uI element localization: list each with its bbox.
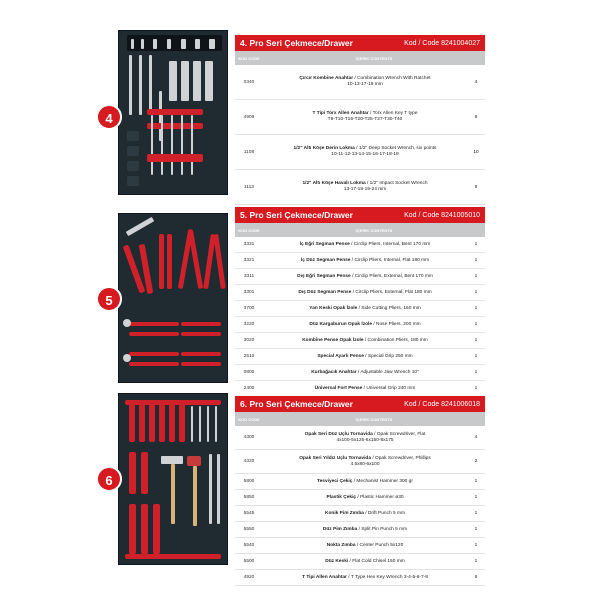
drawer-table-4 [235, 35, 485, 205]
row-desc-en: / Torx Allen Key T type [368, 111, 418, 116]
row-qty: 8 [474, 114, 478, 120]
row-desc-extra: 13-17-18-19-24 mm [343, 187, 387, 192]
row-qty: 6 [474, 575, 478, 580]
row-qty: 5 [474, 184, 478, 190]
table-row [235, 237, 485, 253]
row-desc [263, 306, 467, 312]
row-desc-tr: Kombine Pense Opak İzole [302, 337, 364, 343]
row-desc-tr: İç Eğri Segman Pense [299, 241, 350, 247]
row-qty: 1 [474, 527, 478, 532]
row-desc [263, 322, 467, 328]
table-row [235, 490, 485, 506]
drawer-badge-5: 5 [96, 286, 122, 312]
row-desc-en: / Opak Screwdriver, Phillips [371, 455, 431, 461]
row-qty: 1 [474, 258, 478, 263]
row-desc-en: / Center Punch 5x120 [355, 542, 404, 548]
row-code: 5800 [243, 479, 255, 484]
row-desc [263, 559, 467, 565]
row-code: 4300 [243, 435, 255, 440]
row-code: 3331 [243, 242, 255, 247]
row-desc-extra: 10-13-17-19 mm [347, 82, 383, 87]
row-qty: 2 [474, 459, 478, 464]
row-desc [263, 76, 467, 88]
table-row [235, 269, 485, 285]
row-desc [263, 370, 467, 376]
table-row [235, 426, 485, 450]
row-code: 5550 [243, 527, 255, 532]
row-desc [263, 495, 467, 501]
drawer-photo-4 [118, 30, 228, 195]
table-row [235, 554, 485, 570]
drawer-title: 4. Pro Seri Çekmece/Drawer [240, 38, 353, 48]
row-desc [263, 432, 467, 444]
table-row [235, 135, 485, 170]
row-desc [263, 543, 467, 549]
drawer-code: Kod / Code 8241004027 [404, 39, 480, 47]
drawer-title: 5. Pro Seri Çekmece/Drawer [240, 210, 353, 220]
drawer-code: Kod / Code 8241006018 [404, 400, 480, 408]
table-row [235, 349, 485, 365]
row-desc-tr: T Tipi Allen Anahtar [302, 574, 347, 580]
row-desc [263, 181, 467, 193]
row-qty: 10 [473, 149, 479, 155]
row-qty: 1 [474, 242, 478, 247]
row-desc-tr: Kurbağacık Anahtar [311, 369, 357, 375]
drawer-photo-5 [118, 213, 228, 383]
row-desc-en: / Plastic Hammer ø30 [356, 494, 404, 500]
row-desc [263, 354, 467, 360]
row-qty: 1 [474, 559, 478, 564]
row-desc-tr: Düz Pim Zımba [322, 526, 358, 532]
row-code: 0340 [243, 79, 255, 85]
drawer-table-6 [235, 396, 485, 586]
row-desc-en: / 1/2" Deep Socket Wrench, six points [354, 146, 437, 151]
row-qty: 1 [474, 322, 478, 327]
row-desc-en: / Circlip Pliers, Internal, Bent 170 mm [349, 241, 431, 247]
row-qty: 1 [474, 479, 478, 484]
row-code: 5540 [243, 543, 255, 548]
row-qty: 1 [474, 370, 478, 375]
row-code: 3301 [243, 290, 255, 295]
row-desc-en: / Adjustable Jaw Wrench 10" [356, 369, 419, 375]
row-desc [263, 338, 467, 344]
row-qty: 1 [474, 386, 478, 391]
col-desc-header: İÇERİK CONTENTS [355, 55, 393, 61]
drawer-title: 6. Pro Seri Çekmece/Drawer [240, 399, 353, 409]
row-code: 0800 [243, 370, 255, 375]
row-code: 1113 [244, 184, 254, 190]
row-code: 2400 [243, 386, 255, 391]
row-desc-tr: Düz Kargaburun Opak İzole [309, 321, 373, 327]
row-desc-en: / T Type Hex Key Wrench [346, 574, 403, 580]
row-desc-en: / Flat Cold Chisel 150 mm [348, 558, 405, 564]
row-qty: 1 [474, 511, 478, 516]
col-code-header: KOD CODE [238, 416, 260, 422]
row-desc [263, 242, 467, 248]
row-code: 3321 [243, 258, 255, 263]
table-row [235, 381, 485, 397]
row-code: 3700 [243, 306, 255, 311]
row-code: 3020 [243, 338, 255, 343]
row-qty: 1 [474, 543, 478, 548]
row-desc [263, 290, 467, 296]
row-desc [263, 456, 467, 468]
row-desc-extra: 10-11-12-13-14-15-16-17-18-19 [331, 152, 399, 157]
drawer-header-5 [235, 207, 485, 223]
row-desc-tr: T Tipi Torx Allen Anahtar [312, 111, 369, 116]
row-code: 5545 [243, 511, 255, 516]
table-row [235, 170, 485, 205]
drawer-header-6 [235, 396, 485, 412]
row-desc-en: / Drift Punch 5 mm [363, 510, 405, 516]
row-desc [263, 111, 467, 123]
row-desc [263, 527, 467, 533]
row-qty: 1 [474, 338, 478, 343]
table-row [235, 365, 485, 381]
row-code: 3220 [243, 322, 255, 327]
row-desc [263, 146, 467, 158]
row-desc-tr: Plastik Çekiç [326, 494, 357, 500]
col-desc-header: İÇERİK CONTENTS [355, 416, 393, 422]
column-header [235, 412, 485, 426]
col-desc-header: İÇERİK CONTENTS [355, 227, 393, 233]
row-desc-en: / Nose Pliers, 200 mm [372, 321, 421, 327]
row-desc-tr: Tesviyeci Çekiç [317, 478, 353, 484]
row-desc-en: / Circlip Pliers, External, Bent 170 mm [350, 273, 433, 279]
row-desc-tr: Üniversal Fort Pense [314, 385, 363, 391]
table-row [235, 570, 485, 586]
row-desc-tr: 1/2" Altı Köşe Derin Lokma [293, 146, 355, 151]
row-desc [263, 258, 467, 264]
row-desc-tr: Dış Eğri Segman Pense [297, 273, 351, 279]
row-desc-extra: T9-T10-T15-T20-T25-T27-T30-T40 [327, 117, 403, 122]
table-row [235, 285, 485, 301]
row-desc-en: / Circlip Pliers, Internal, Flat 180 mm [350, 257, 430, 263]
row-qty: 1 [474, 306, 478, 311]
row-desc-en: / Combination Pliers, 180 mm [363, 337, 428, 343]
row-code: 4920 [243, 575, 255, 580]
row-desc [263, 511, 467, 517]
row-desc-tr: 1/2" Altı Köşe Havalı Lokma [302, 181, 366, 186]
table-row [235, 301, 485, 317]
row-qty: 1 [474, 274, 478, 279]
row-desc-tr: Nokta Zımba [326, 542, 356, 548]
drawer-code: Kod / Code 8241005010 [404, 211, 480, 219]
table-row [235, 474, 485, 490]
drawer-header-4 [235, 35, 485, 51]
row-desc-en: / Universal Grip 240 mm [362, 385, 416, 391]
table-row [235, 333, 485, 349]
row-desc-en: / Mechanist Hammer 300 gr [352, 478, 413, 484]
table-row [235, 317, 485, 333]
row-code: 4909 [243, 114, 255, 120]
drawer-photo-6 [118, 393, 228, 565]
row-code: 2510 [243, 354, 255, 359]
row-desc-tr: İç Düz Segman Pense [300, 257, 351, 263]
row-desc [263, 479, 467, 485]
row-desc-en: / Side Cutting Pliers, 160 mm [357, 305, 421, 311]
row-qty: 4 [474, 79, 478, 85]
row-desc-tr: Düz Keski [325, 558, 349, 564]
row-qty: 1 [474, 354, 478, 359]
row-desc-tr: Opak Seri Yıldız Uçlu Tornavida [299, 455, 372, 461]
drawer-table-5 [235, 207, 485, 397]
col-code-header: KOD CODE [238, 227, 260, 233]
row-desc-extra: 4x100-5x125-6x150-8x175 [336, 437, 394, 443]
row-desc-tr: Konik Pim Zımba [325, 510, 364, 516]
row-desc [263, 274, 467, 280]
row-desc-extra: 3-4-5-6-7-8 [403, 574, 428, 580]
row-desc-tr: Yan Keski Opak İzole [309, 305, 358, 311]
row-desc-en: / Circlip Pliers, External, Flat 180 mm [351, 289, 432, 295]
table-row [235, 100, 485, 135]
row-desc-tr: Opak Seri Düz Uçlu Tornavida [304, 431, 373, 437]
table-row [235, 450, 485, 474]
row-code: 1108 [243, 149, 255, 155]
row-code: 3311 [243, 274, 255, 279]
row-code: 5500 [243, 559, 255, 564]
table-row [235, 65, 485, 100]
row-desc-en: / Combination Wrench With Ratchet [353, 76, 431, 81]
row-desc-tr: Çırcır Kombine Anahtar [299, 76, 354, 81]
column-header [235, 51, 485, 65]
row-code: 5850 [243, 495, 255, 500]
drawer-badge-6: 6 [96, 466, 122, 492]
col-code-header: KOD CODE [238, 55, 260, 61]
table-row [235, 506, 485, 522]
row-desc [263, 386, 467, 392]
row-desc-en: / 1/2" Impact Socket Wrench [365, 181, 428, 186]
row-desc-en: / Special Grip 250 mm [363, 353, 413, 359]
row-code: 4320 [243, 459, 255, 464]
table-row [235, 522, 485, 538]
row-desc-en: / Opak Screwdriver, Flat [372, 431, 426, 437]
column-header [235, 223, 485, 237]
table-row [235, 253, 485, 269]
row-desc [263, 575, 467, 581]
row-desc-tr: Dış Düz Segman Pense [298, 289, 352, 295]
row-qty: 1 [474, 290, 478, 295]
row-desc-tr: Special Ayarlı Pense [317, 353, 364, 359]
row-desc-extra: 4.5x80-6x100 [350, 461, 380, 467]
row-qty: 1 [474, 495, 478, 500]
table-row [235, 538, 485, 554]
row-desc-en: / Split Pin Punch 5 mm [357, 526, 408, 532]
row-qty: 4 [474, 435, 478, 440]
drawer-badge-4: 4 [96, 104, 122, 130]
